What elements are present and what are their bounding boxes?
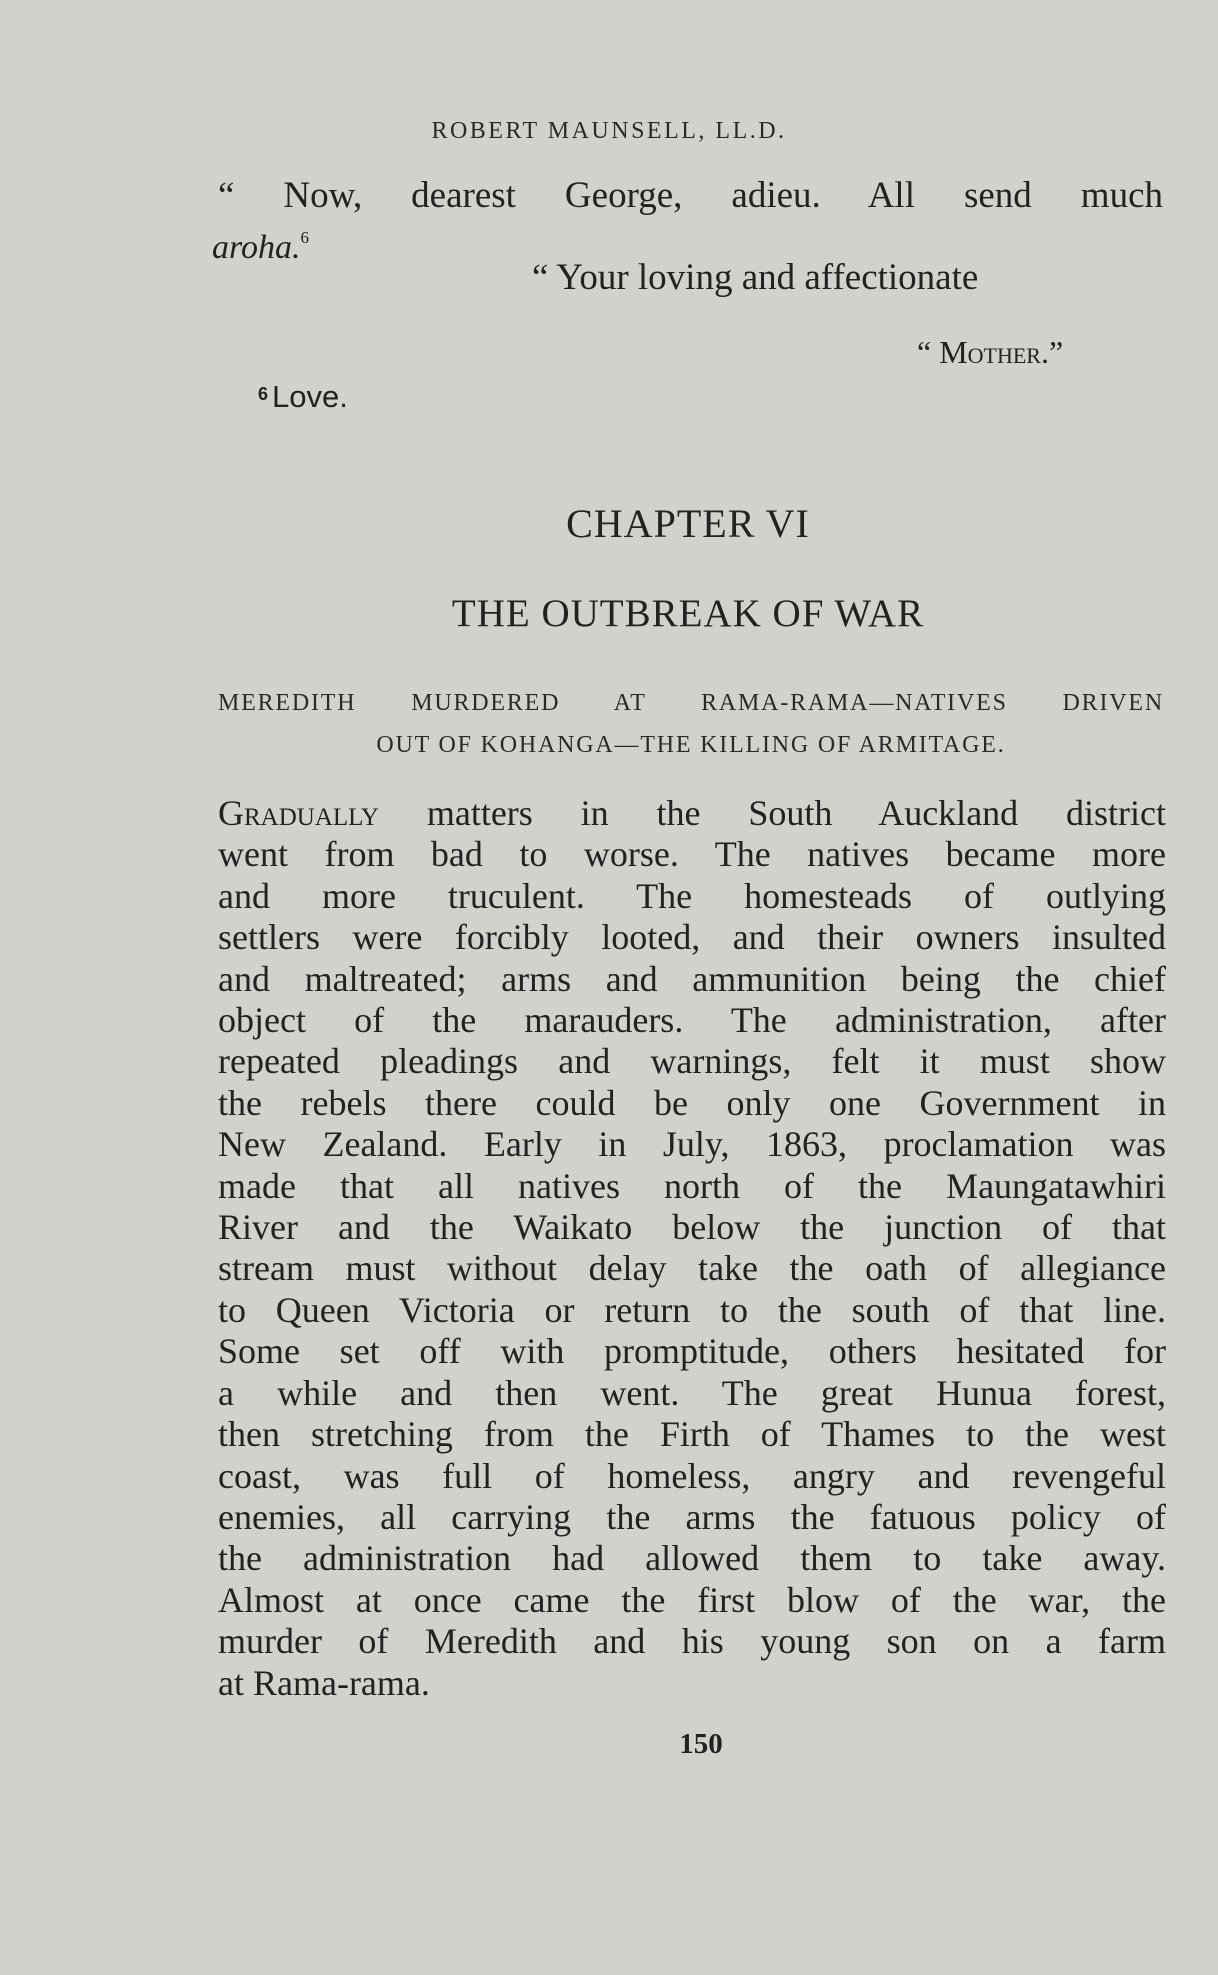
- footnote-marker: 6: [258, 384, 269, 404]
- body-line: made that all natives north of the Maungatawhiri: [218, 1165, 1166, 1206]
- italic-word: aroha.: [212, 229, 301, 266]
- line-text: matters in the South Auckland district: [378, 793, 1166, 833]
- body-line: a while and then went. The great Hunua forest,: [218, 1372, 1166, 1413]
- body-line: New Zealand. Early in July, 1863, proclamation was: [218, 1124, 1166, 1165]
- chapter-synopsis: [218, 682, 1164, 766]
- body-line: repeated pleadings and warnings, felt it must show: [218, 1041, 1166, 1082]
- body-line: to Queen Victoria or return to the south of that line.: [218, 1289, 1166, 1330]
- footnote-reference: 6: [300, 228, 309, 247]
- body-line: the rebels there could be only one Government in: [218, 1082, 1166, 1123]
- signature-text: “ Mother.”: [917, 334, 1064, 370]
- body-line: the administration had allowed them to take away.: [218, 1538, 1166, 1579]
- letter-text-line: “ Now, dearest George, adieu. All send much: [218, 175, 1163, 216]
- body-line: River and the Waikato below the junction of that: [218, 1207, 1166, 1248]
- synopsis-line: OUT OF KOHANGA—THE KILLING OF ARMITAGE.: [376, 732, 1006, 758]
- body-paragraph: [218, 793, 1166, 1704]
- chapter-title: THE OUTBREAK OF WAR: [451, 592, 925, 635]
- body-line: object of the marauders. The administration, after: [218, 1000, 1166, 1041]
- body-line: settlers were forcibly looted, and their owners insulted: [218, 917, 1166, 958]
- page-number: 150: [679, 1728, 723, 1760]
- letter-closing: “ Your loving and affectionate: [532, 257, 979, 298]
- body-line: and maltreated; arms and ammunition being the chief: [218, 958, 1166, 999]
- footnote: [258, 372, 348, 419]
- letter-text-line-italic: [212, 216, 309, 270]
- body-line: enemies, all carrying the arms the fatuous policy of: [218, 1496, 1166, 1537]
- body-line: and more truculent. The homesteads of outlying: [218, 875, 1166, 916]
- body-line: stream must without delay take the oath of allegiance: [218, 1248, 1166, 1289]
- body-line: at Rama-rama.: [218, 1662, 430, 1703]
- synopsis-line: MEREDITH MURDERED AT RAMA-RAMA—NATIVES DRIVEN: [218, 690, 1164, 716]
- running-head: ROBERT MAUNSELL, LL.D.: [431, 118, 787, 144]
- body-line: murder of Meredith and his young son on a farm: [218, 1621, 1166, 1662]
- body-line: Almost at once came the first blow of the war, the: [218, 1579, 1166, 1620]
- body-line: coast, was full of homeless, angry and revengeful: [218, 1455, 1166, 1496]
- lead-word: Gradually: [218, 793, 379, 833]
- letter-signature: [917, 330, 1063, 374]
- chapter-number: CHAPTER VI: [566, 501, 810, 546]
- body-line: Some set off with promptitude, others hesitated for: [218, 1331, 1166, 1372]
- body-line: [218, 793, 1166, 834]
- body-line: then stretching from the Firth of Thames to the west: [218, 1414, 1166, 1455]
- body-line: went from bad to worse. The natives became more: [218, 834, 1166, 875]
- footnote-text: Love.: [272, 379, 348, 414]
